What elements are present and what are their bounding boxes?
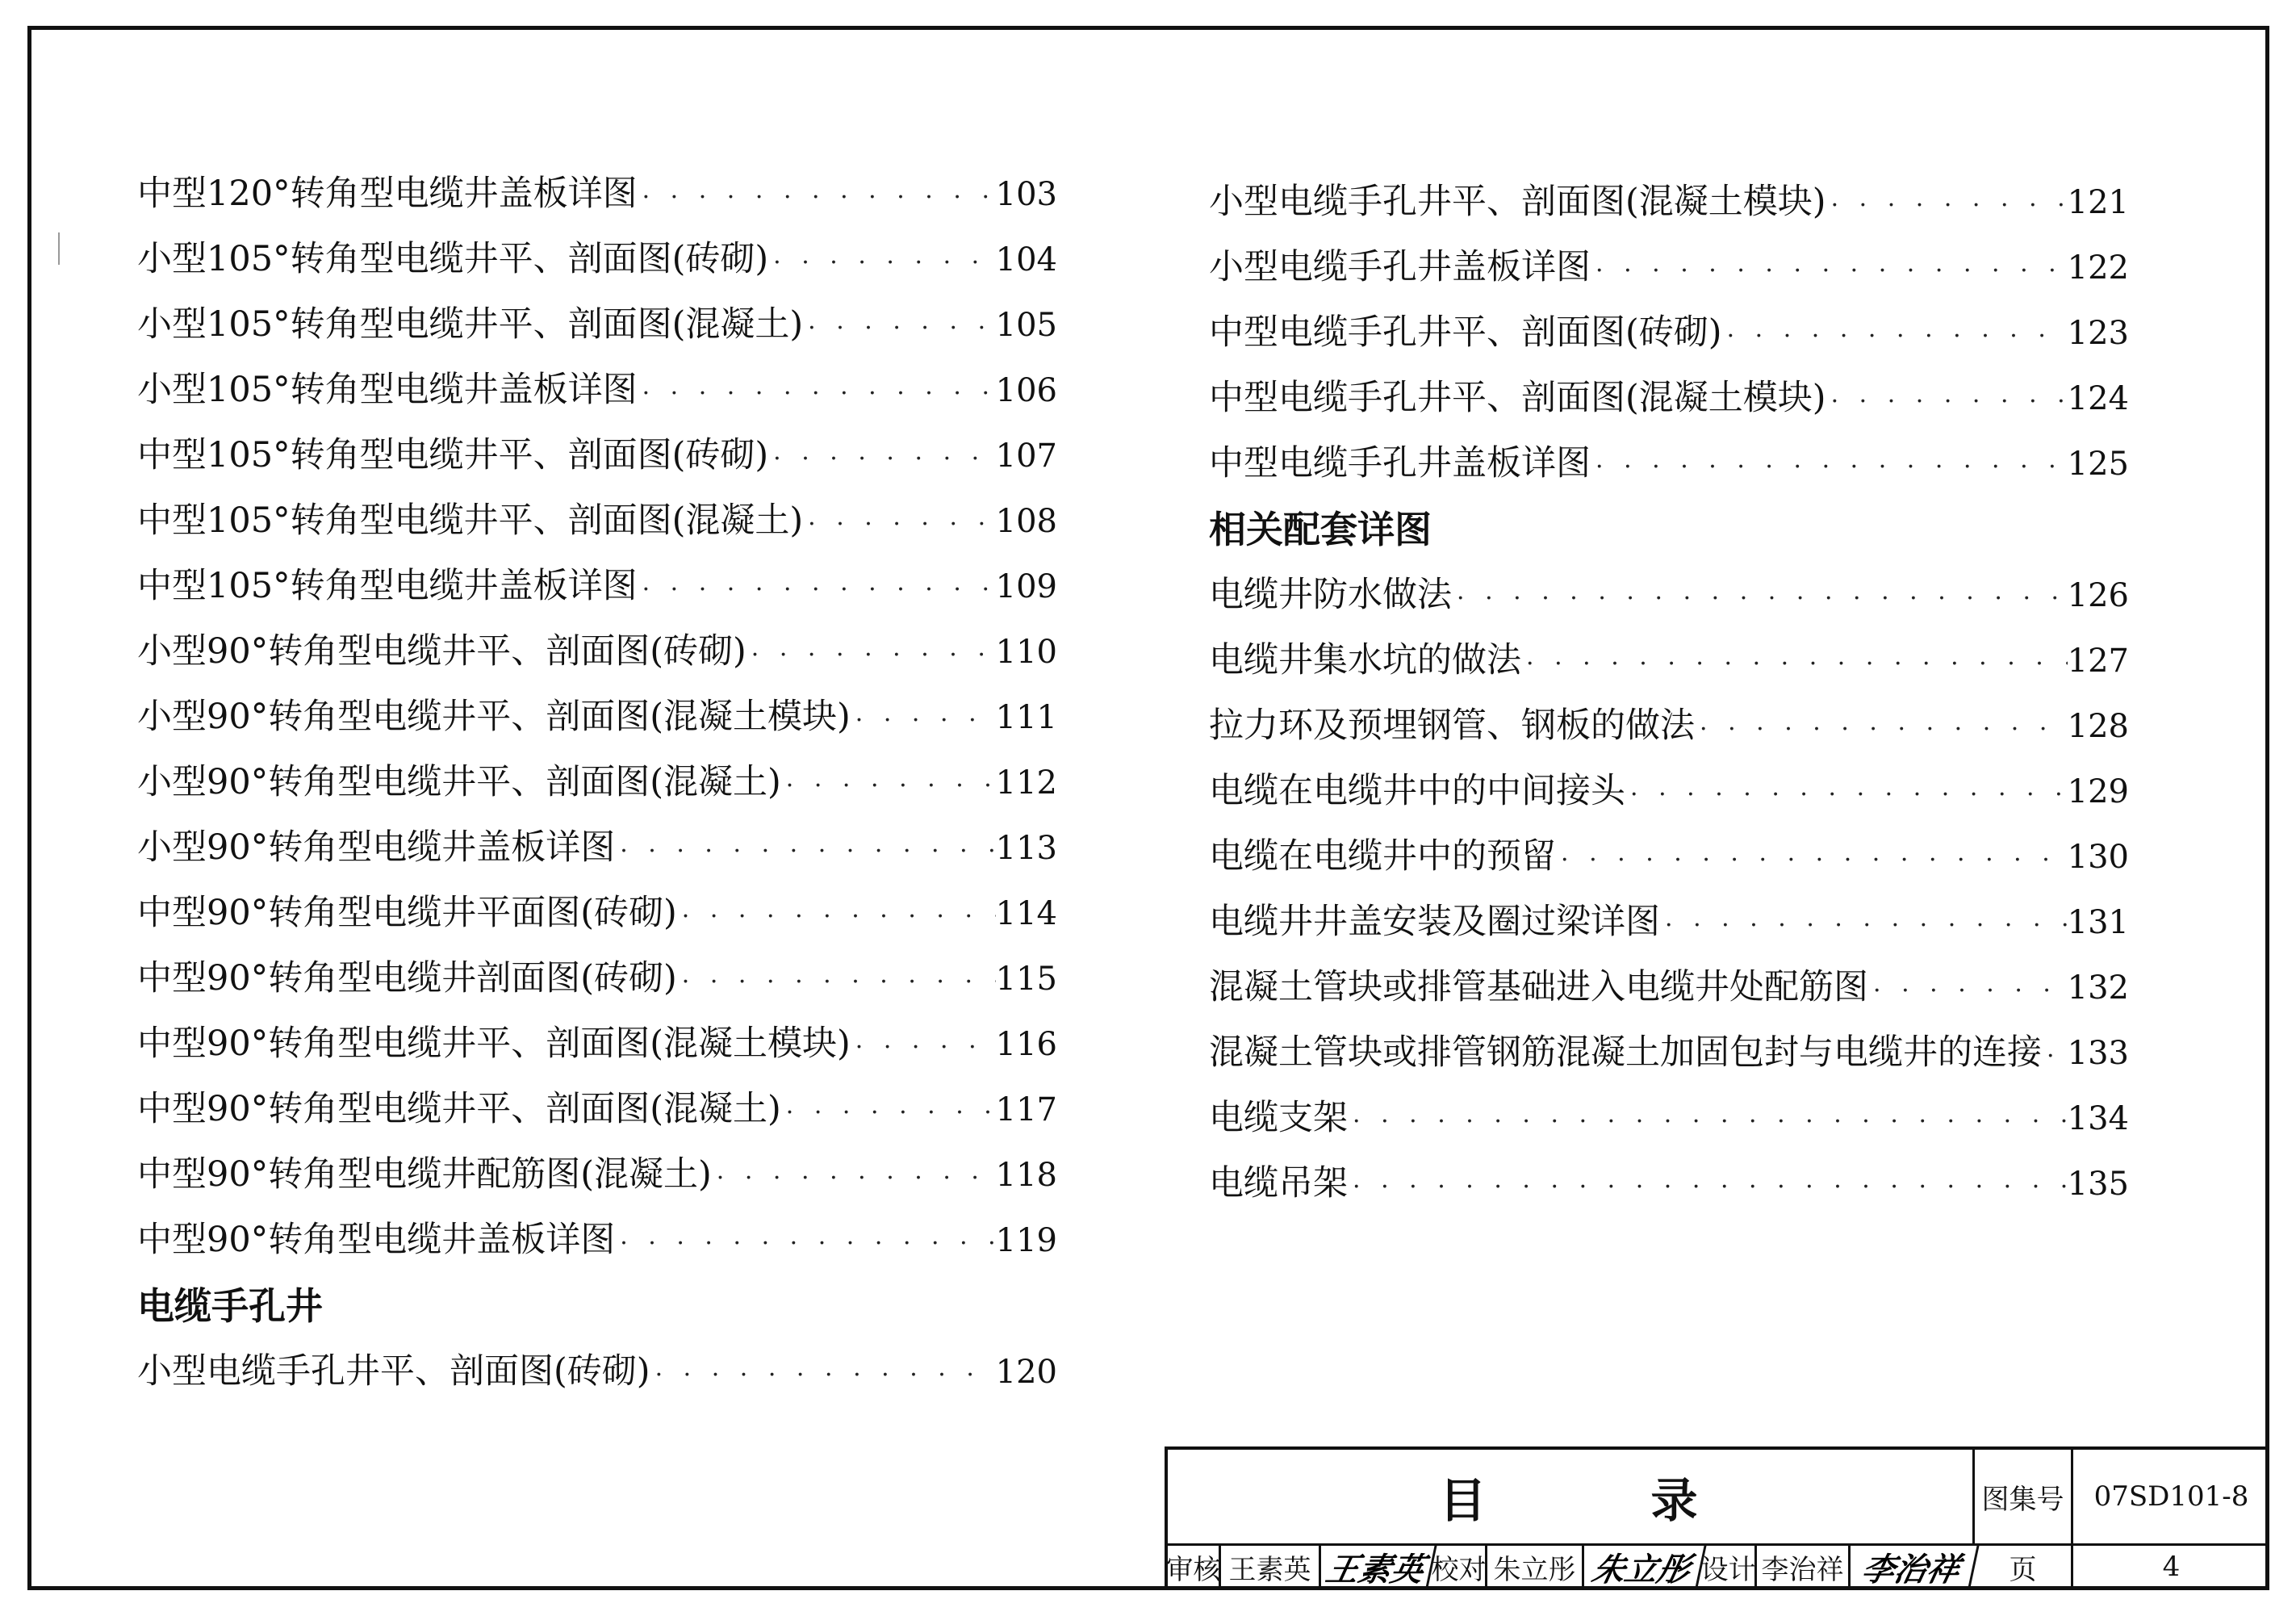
toc-entry-title: 中型90°转角型电缆井平、剖面图(混凝土) (137, 1089, 781, 1129)
checker-name: 朱立彤 (1487, 1543, 1584, 1590)
toc-entry-title: 中型电缆手孔井平、剖面图(混凝土模块) (1209, 378, 1826, 418)
atlas-no-label: 图集号 (1975, 1450, 2073, 1543)
title-block-row-bottom (1165, 1543, 2269, 1590)
toc-entry-title: 中型电缆手孔井盖板详图 (1209, 443, 1591, 484)
toc-leader-dots (1826, 384, 2068, 420)
toc-entry-title: 小型电缆手孔井盖板详图 (1209, 247, 1591, 287)
toc-leader-dots (803, 311, 996, 346)
reviewer-name: 王素英 (1221, 1543, 1321, 1590)
toc-leader-dots (1452, 581, 2068, 617)
toc-entry (1209, 836, 2129, 877)
toc-entry-title: 电缆井集水坑的做法 (1209, 640, 1521, 680)
toc-leader-dots (1556, 843, 2068, 878)
toc-entry-page: 135 (2067, 1166, 2129, 1203)
toc-entry-page: 123 (2067, 315, 2129, 352)
checker-signature: 朱立彤 (1579, 1543, 1707, 1590)
toc-entry-title: 小型105°转角型电缆井平、剖面图(砖砌) (137, 239, 769, 279)
toc-entry-title: 小型90°转角型电缆井平、剖面图(混凝土) (137, 762, 781, 802)
toc-leader-dots (1826, 188, 2068, 224)
toc-entry-page: 131 (2067, 904, 2129, 941)
toc-entry (1209, 1032, 2129, 1073)
toc-entry-page: 126 (2067, 577, 2129, 614)
title-block (1165, 1446, 2269, 1590)
toc-leader-dots (1660, 908, 2068, 944)
toc-entry (1209, 249, 2129, 285)
toc-entry-page: 104 (995, 241, 1057, 278)
toc-leader-dots (747, 638, 996, 673)
toc-entry-title: 电缆井井盖安装及圈过梁详图 (1209, 902, 1660, 942)
toc-entry-page: 120 (995, 1354, 1057, 1391)
atlas-no: 07SD101-8 (2093, 1480, 2249, 1513)
toc-leader-dots (851, 1030, 996, 1065)
toc-entry (1209, 773, 2129, 809)
toc-leader-dots (638, 572, 996, 608)
toc-leader-dots (638, 376, 996, 412)
toc-entry (137, 174, 1057, 214)
toc-leader-dots (1625, 777, 2068, 813)
page-number: 4 (2162, 1551, 2181, 1583)
toc-leader-dots (768, 245, 996, 281)
toc-entry-page: 118 (995, 1157, 1057, 1194)
toc-entry-page: 103 (995, 176, 1057, 213)
toc-leader-dots (1521, 647, 2068, 682)
toc-entry-title: 中型90°转角型电缆井平面图(砖砌) (137, 893, 677, 933)
toc-entry-page: 106 (995, 372, 1057, 409)
toc-entry (137, 1024, 1057, 1064)
toc-entry-page: 112 (995, 764, 1057, 802)
title-char-2: 录 (1650, 1473, 1701, 1528)
toc-entry-page: 108 (995, 503, 1057, 540)
toc-entry (137, 1351, 1057, 1392)
toc-leader-dots (712, 1161, 996, 1196)
toc-entry-page: 107 (995, 437, 1057, 475)
toc-right-entries-b (1209, 575, 2129, 1204)
toc-leader-dots (803, 507, 996, 542)
toc-leader-dots (1722, 319, 2068, 354)
toc-entry (1209, 904, 2129, 940)
toc-entry (137, 895, 1057, 931)
toc-entry (137, 500, 1057, 541)
toc-entry-title: 电缆井防水做法 (1209, 575, 1452, 615)
toc-leader-dots (781, 1095, 996, 1131)
toc-entry (1209, 184, 2129, 220)
toc-leader-dots (768, 442, 996, 477)
toc-leader-dots (1591, 253, 2068, 289)
toc-entry (137, 1154, 1057, 1195)
toc-leader-dots (1348, 1170, 2068, 1205)
toc-entry (137, 631, 1057, 672)
toc-leader-dots (1868, 973, 2068, 1009)
toc-leader-dots (1695, 712, 2068, 747)
toc-leader-dots (615, 834, 995, 869)
check-label: 校对 (1432, 1543, 1487, 1590)
toc-leader-dots (1348, 1104, 2068, 1140)
toc-entry-page: 129 (2067, 773, 2129, 810)
toc-leader-dots (781, 768, 996, 804)
toc-entry (137, 568, 1057, 604)
toc-entry (137, 1091, 1057, 1127)
toc-entry-title: 混凝土管块或排管钢筋混凝土加固包封与电缆井的连接 (1209, 1032, 2042, 1073)
toc-entry-page: 115 (995, 961, 1057, 998)
toc-leader-dots (650, 1358, 996, 1393)
toc-entry-title: 电缆在电缆井中的预留 (1209, 836, 1556, 877)
toc-entry-page: 113 (995, 830, 1057, 867)
toc-leader-dots (2042, 1039, 2068, 1074)
toc-entry-title: 拉力环及预埋钢管、钢板的做法 (1209, 705, 1695, 746)
toc-entry (137, 764, 1057, 800)
toc-entry (137, 372, 1057, 408)
toc-entry-title: 电缆支架 (1209, 1098, 1348, 1138)
toc-entry-title: 小型电缆手孔井平、剖面图(砖砌) (137, 1351, 650, 1392)
toc-entry-title: 中型105°转角型电缆井盖板详图 (137, 566, 638, 606)
toc-entry-page: 134 (2067, 1100, 2129, 1137)
toc-entry-title: 小型105°转角型电缆井盖板详图 (137, 370, 638, 410)
designer-name: 李治祥 (1757, 1543, 1851, 1590)
designer-signature: 李治祥 (1846, 1543, 1980, 1590)
toc-entry-title: 中型105°转角型电缆井平、剖面图(混凝土) (137, 500, 804, 541)
review-label: 审核 (1168, 1543, 1221, 1590)
title-char-1: 目 (1439, 1473, 1490, 1528)
toc-right-entries-a (1209, 182, 2129, 484)
toc-leader-dots (677, 965, 996, 1000)
section-heading-related-details: 相关配套详图 (1209, 508, 1432, 551)
toc-entry-page: 110 (995, 634, 1057, 671)
toc-entry-page: 111 (995, 699, 1057, 736)
toc-leader-dots (677, 899, 996, 935)
toc-entry-title: 中型电缆手孔井平、剖面图(砖砌) (1209, 312, 1722, 353)
toc-entry (137, 241, 1057, 277)
toc-entry-page: 119 (995, 1222, 1057, 1259)
section-heading-hand-hole: 电缆手孔井 (137, 1284, 323, 1328)
toc-entry (1209, 1100, 2129, 1136)
toc-entry-title: 中型105°转角型电缆井平、剖面图(砖砌) (137, 435, 769, 475)
toc-leader-dots (851, 703, 996, 739)
reviewer-signature: 王素英 (1316, 1543, 1437, 1590)
toc-entry-title: 电缆在电缆井中的中间接头 (1209, 771, 1625, 811)
design-label: 设计 (1702, 1543, 1757, 1590)
toc-left-entries-a (137, 176, 1057, 1258)
document-title (1168, 1450, 1975, 1543)
toc-entry-page: 130 (2067, 839, 2129, 876)
toc-entry-page: 132 (2067, 969, 2129, 1007)
toc-entry-page: 121 (2067, 184, 2129, 221)
toc-entry-title: 小型电缆手孔井平、剖面图(混凝土模块) (1209, 182, 1826, 222)
toc-entry (1209, 640, 2129, 680)
toc-entry-title: 中型90°转角型电缆井平、剖面图(混凝土模块) (137, 1024, 851, 1064)
edge-mark (58, 232, 60, 265)
toc-entry-page: 125 (2067, 446, 2129, 483)
toc-entry-title: 小型90°转角型电缆井盖板详图 (137, 827, 616, 868)
toc-entry-page: 127 (2067, 643, 2129, 680)
toc-entry-page: 109 (995, 568, 1057, 605)
toc-entry (1209, 443, 2129, 484)
toc-leader-dots (638, 180, 996, 216)
toc-entry (137, 1222, 1057, 1258)
toc-entry (1209, 705, 2129, 746)
toc-entry-page: 133 (2067, 1035, 2129, 1072)
toc-entry (1209, 969, 2129, 1005)
toc-entry (1209, 312, 2129, 353)
toc-entry-title: 小型105°转角型电缆井平、剖面图(混凝土) (137, 304, 804, 345)
toc-leader-dots (615, 1226, 995, 1262)
toc-left-column (137, 176, 1057, 1419)
toc-entry-title: 中型120°转角型电缆井盖板详图 (137, 174, 638, 214)
toc-entry-title: 电缆吊架 (1209, 1163, 1348, 1204)
toc-entry (1209, 380, 2129, 416)
toc-entry-page: 105 (995, 307, 1057, 344)
toc-entry-page: 117 (995, 1091, 1057, 1128)
toc-entry (1209, 1163, 2129, 1204)
toc-left-entries-b (137, 1351, 1057, 1392)
toc-entry (137, 958, 1057, 998)
toc-entry-page: 128 (2067, 708, 2129, 745)
toc-entry-title: 小型90°转角型电缆井平、剖面图(混凝土模块) (137, 697, 851, 737)
toc-entry (137, 827, 1057, 868)
toc-entry-page: 114 (995, 895, 1057, 932)
toc-entry (137, 304, 1057, 345)
toc-entry-page: 124 (2067, 380, 2129, 417)
toc-entry (1209, 577, 2129, 613)
toc-entry (137, 699, 1057, 735)
toc-entry-page: 116 (995, 1026, 1057, 1063)
toc-entry-title: 小型90°转角型电缆井平、剖面图(砖砌) (137, 631, 747, 672)
toc-entry-page: 122 (2067, 249, 2129, 287)
page-label: 页 (1975, 1543, 2073, 1590)
title-block-row-top (1168, 1450, 2269, 1546)
toc-entry-title: 中型90°转角型电缆井剖面图(砖砌) (137, 958, 677, 998)
toc-entry-title: 中型90°转角型电缆井配筋图(混凝土) (137, 1154, 712, 1195)
toc-right-column (1209, 184, 2129, 1231)
toc-entry (137, 437, 1057, 473)
toc-entry-title: 混凝土管块或排管基础进入电缆井处配筋图 (1209, 967, 1868, 1007)
toc-entry-title: 中型90°转角型电缆井盖板详图 (137, 1220, 616, 1260)
toc-leader-dots (1591, 450, 2068, 485)
